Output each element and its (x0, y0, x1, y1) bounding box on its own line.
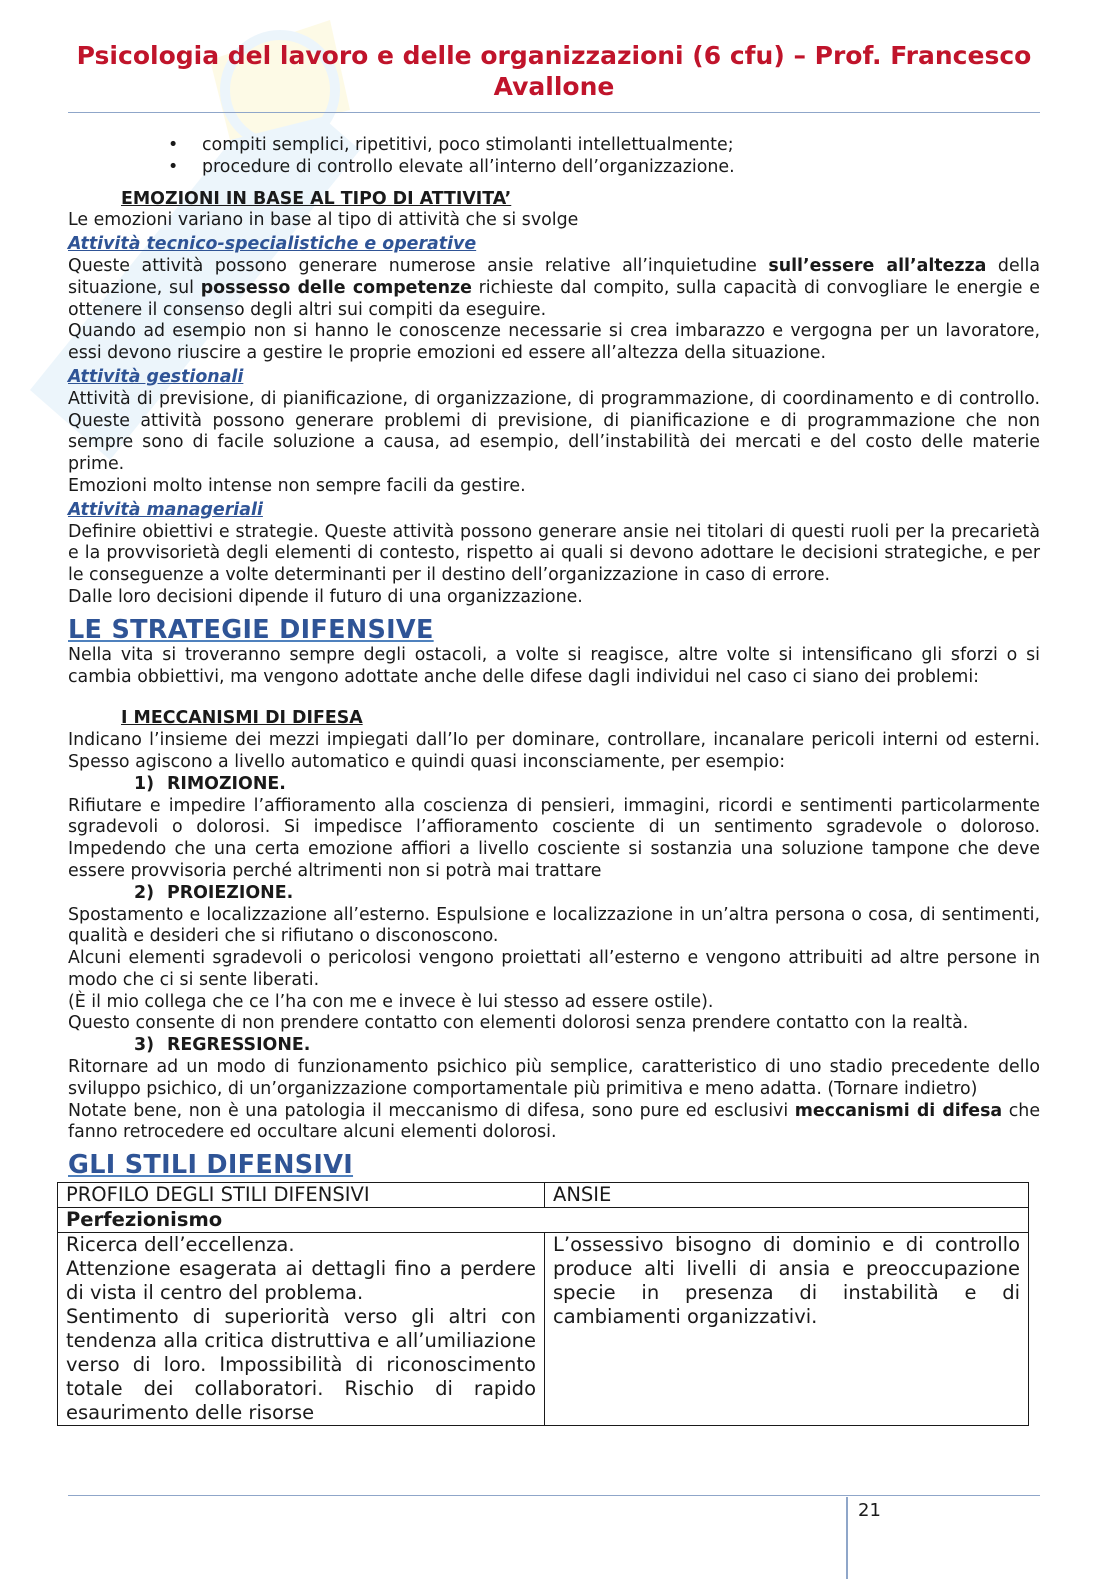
footer-vertical-bar (846, 1497, 848, 1579)
section-title-meccanismi: I MECCANISMI DI DIFESA (121, 708, 363, 729)
section-title-emozioni: EMOZIONI IN BASE AL TIPO DI ATTIVITA’ (121, 188, 512, 209)
paragraph: Nella vita si troveranno sempre degli ostacoli, a volte si reagisce, altre volte si intensificano gli sforzi o si cambia obbiettivi, ma vengono adottate anche delle difese dagli individui nel caso ci siano dei problemi: (68, 644, 1040, 687)
header-divider (68, 112, 1040, 113)
paragraph: Ritornare ad un modo di funzionamento psichico più semplice, caratteristico di uno stadio precedente dello sviluppo psichico, di un’organizzazione comportamentale più primitiva e meno adatta. (Tornare indietro) (68, 1057, 1040, 1099)
subheading-tecniche: Attività tecnico-specialistiche e operative (68, 234, 477, 255)
paragraph: (È il mio collega che ce l’ha con me e invece è lui stesso ad essere ostile). (68, 991, 714, 1012)
paragraph: Notate bene, non è una patologia il meccanismo di difesa, sono pure ed esclusivi meccanismi di difesa che fanno retrocedere ed occultare alcuni elementi dolorosi. (68, 1100, 1041, 1143)
list-item: • procedure di controllo elevate all’interno dell’organizzazione. (68, 157, 1040, 179)
list-item: • compiti semplici, ripetitivi, poco stimolanti intellettualmente; (68, 135, 1040, 157)
table-header-cell: PROFILO DEGLI STILI DIFENSIVI (58, 1183, 545, 1208)
page-number: 21 (858, 1500, 881, 1521)
numbered-heading: 2) PROIEZIONE. (134, 882, 294, 903)
table-header-cell: ANSIE (545, 1183, 1029, 1208)
defensive-styles-table (57, 1182, 1029, 1426)
heading-stili-difensivi: GLI STILI DIFENSIVI (68, 1150, 354, 1181)
cell-line: Ricerca dell’eccellenza. (66, 1233, 295, 1257)
paragraph: Attività di previsione, di pianificazione, di organizzazione, di programmazione, di coordinamento e di controllo. Queste attività possono generare problemi di previsione, di pianificazione e di programmazione che non sempre sono di facile soluzione a causa, ad esempio, dell’instabilità dei mercati e del costo delle materie prime. (68, 388, 1040, 475)
page-content (68, 135, 1040, 1426)
cell-line: Attenzione esagerata ai dettagli fino a perdere di vista il centro del problema. (66, 1257, 536, 1305)
paragraph: Spostamento e localizzazione all’esterno. Espulsione e localizzazione in un’altra persona o cosa, di sentimenti, qualità e desideri che si rifiutano o disconoscono. (68, 904, 1040, 947)
subheading-manageriali: Attività manageriali (68, 499, 263, 520)
heading-strategie-difensive: LE STRATEGIE DIFENSIVE (68, 614, 434, 645)
paragraph: Indicano l’insieme dei mezzi impiegati dall’Io per dominare, controllare, incanalare pericoli interni od esterni. Spesso agiscono a livello automatico e quindi quasi inconsciamente, per esempio: (68, 730, 1040, 772)
paragraph: Le emozioni variano in base al tipo di attività che si svolge (68, 210, 579, 231)
subheading-gestionali: Attività gestionali (68, 366, 244, 387)
numbered-heading: 3) REGRESSIONE. (134, 1035, 311, 1056)
paragraph: Quando ad esempio non si hanno le conoscenze necessarie si crea imbarazzo e vergogna per un lavoratore, essi devono riuscire a gestire le proprie emozioni ed essere all’altezza della situazione. (68, 321, 1040, 364)
table-cell: L’ossessivo bisogno di dominio e di controllo produce alti livelli di ansia e preoccupazione specie in presenza di instabilità e di cambiamenti organizzativi. (545, 1233, 1029, 1426)
paragraph: Definire obiettivi e strategie. Queste attività possono generare ansie nei titolari di questi ruoli per la precarietà e la provvisorietà degli elementi di contesto, rispetto ai quali si devono adottare le decisioni strategiche, e per le conseguenze a volte determinanti per il destino dell’organizzazione in caso di errore. (68, 521, 1040, 586)
paragraph: Questo consente di non prendere contatto con elementi dolorosi senza prendere contatto con la realtà. (68, 1013, 969, 1034)
cell-line: Sentimento di superiorità verso gli altri con tendenza alla critica distruttiva e all’umiliazione verso di loro. Impossibilità di riconoscimento totale dei collaboratori. Rischio di rapido esaurimento delle risorse (66, 1305, 536, 1425)
bullet-list (68, 135, 1040, 179)
table-cell (58, 1233, 545, 1426)
footer-divider (68, 1495, 1040, 1496)
paragraph: Alcuni elementi sgradevoli o pericolosi vengono proiettati all’esterno e vengono attribuiti ad altre persone in modo che ci si sente liberati. (68, 948, 1040, 990)
paragraph: Dalle loro decisioni dipende il futuro di una organizzazione. (68, 586, 583, 607)
table-row (58, 1208, 1029, 1233)
table-row (58, 1183, 1029, 1208)
paragraph: Queste attività possono generare numerose ansie relative all’inquietudine sull’essere all’altezza della situazione, sul possesso delle competenze richieste dal compito, sulla capacità di convogliare le energie e ottenere il consenso degli altri sui compiti da eseguire. (68, 255, 1040, 320)
page-header-title: Psicologia del lavoro e delle organizzazioni (6 cfu) – Prof. Francesco Avallone (76, 41, 1032, 101)
table-row (58, 1233, 1029, 1426)
paragraph: Rifiutare e impedire l’affioramento alla coscienza di pensieri, immagini, ricordi e sentimenti particolarmente sgradevoli o dolorosi. Si impedisce l’affioramento cosciente di un sentimento sgradevole o doloroso. Impedendo che una certa emozione affiori a livello cosciente si sostanzia una soluzione tampone che deve essere provvisoria perché altrimenti non si potrà mai trattare (68, 795, 1040, 881)
table-section-cell: Perfezionismo (58, 1208, 1029, 1233)
paragraph: Emozioni molto intense non sempre facili da gestire. (68, 475, 526, 496)
numbered-heading: 1) RIMOZIONE. (134, 773, 286, 794)
